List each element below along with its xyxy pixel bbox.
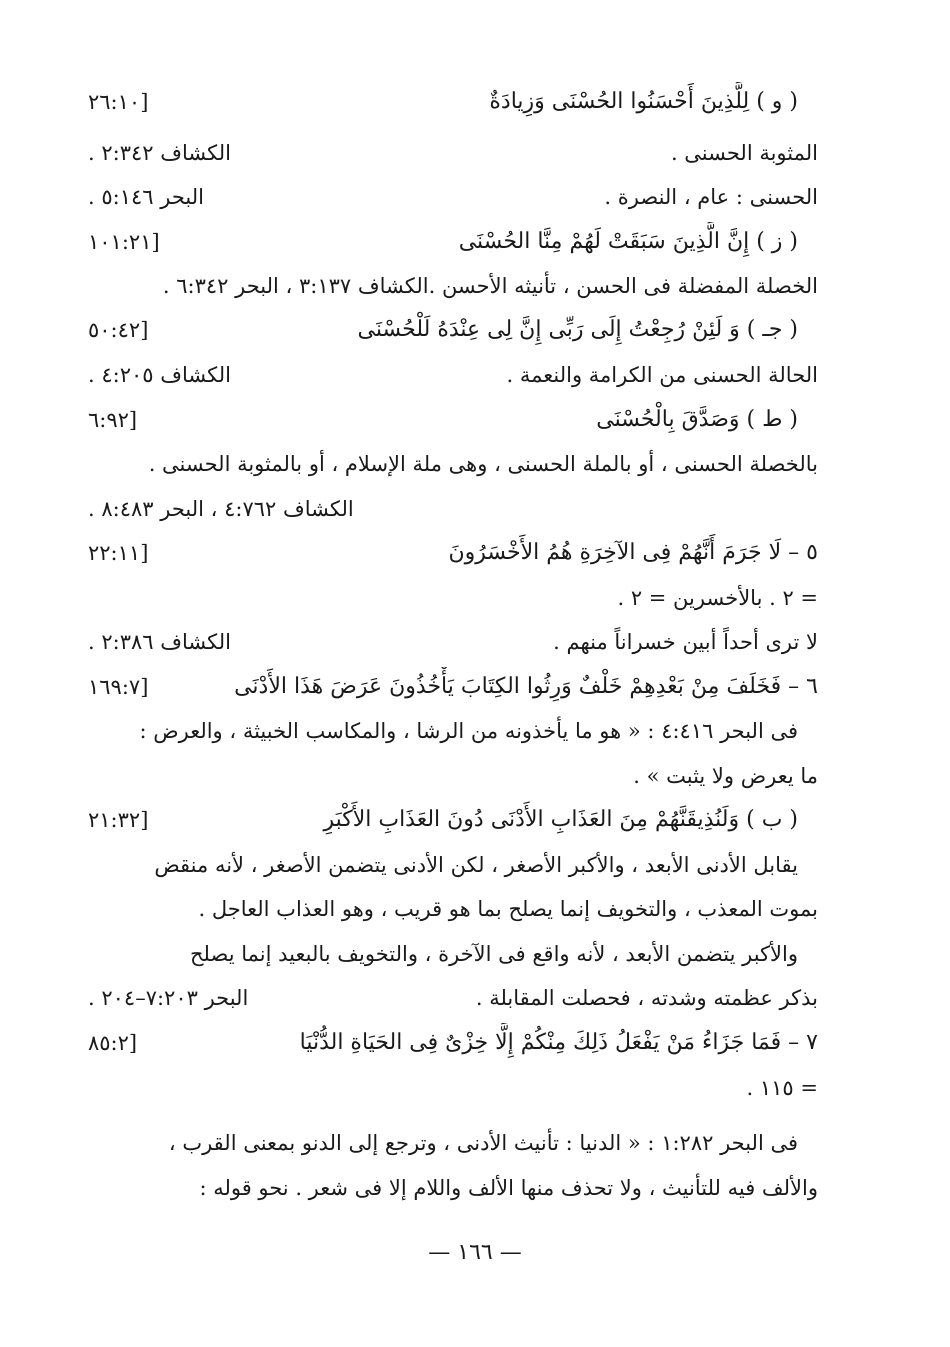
- line-text: فى البحر ١:٢٨٢ : « الدنيا : تأنيث الأدنى ، وترجع إلى الدنو بمعنى القرب ،: [168, 1131, 798, 1155]
- line-text: ( ط ) وَصَدَّقَ بِالْحُسْنَى: [596, 407, 798, 432]
- line-text: ٦ – فَخَلَفَ مِنْ بَعْدِهِمْ خَلْفٌ وَرِثُوا الكِتَابَ يَأْخُذُونَ عَرَضَ هَذَا الأَدْنَى: [234, 674, 818, 699]
- quran-line: [88, 800, 818, 840]
- commentary-line: [88, 845, 818, 885]
- line-text: الخصلة المفضلة فى الحسن ، تأنيثه الأحسن .الكشاف ٣:١٣٧ ، البحر ٦:٣٤٢ .: [162, 274, 818, 298]
- commentary-line: [88, 133, 818, 173]
- verse-reference: [١٠١:٢١: [88, 230, 160, 254]
- source-citation: البحر ٥:١٤٦ .: [88, 185, 204, 209]
- quran-line: [88, 222, 818, 262]
- line-text: يقابل الأدنى الأبعد ، والأكبر الأصغر ، لكن الأدنى يتضمن الأصغر ، لأنه منقض: [154, 853, 798, 877]
- line-text: الحالة الحسنى من الكرامة والنعمة .: [506, 363, 818, 387]
- line-text: ( جـ ) وَ لَئِنْ رُجِعْتُ إِلَى رَبِّى إِنَّ لِى عِنْدَهُ لَلْحُسْنَى: [357, 317, 798, 342]
- line-text: = ١١٥ .: [746, 1076, 818, 1100]
- commentary-line: [88, 1168, 818, 1208]
- page-number: — ١٦٦ —: [428, 1240, 522, 1265]
- commentary-line: [88, 1123, 818, 1163]
- source-citation: الكشاف ٤:٢٠٥ .: [88, 363, 231, 387]
- line-text: الحسنى : عام ، النصرة .: [604, 185, 818, 209]
- commentary-line: [88, 756, 818, 796]
- commentary-line: [88, 177, 818, 217]
- quran-line: [88, 400, 818, 440]
- commentary-line: [88, 578, 818, 618]
- verse-reference: [١٦٩:٧: [88, 675, 149, 699]
- commentary-line: [88, 1068, 818, 1108]
- citation-line: [88, 489, 818, 529]
- source-citation: الكشاف ٢:٣٤٢ .: [88, 141, 231, 165]
- source-citation: الكشاف ٢:٣٨٦ .: [88, 630, 231, 654]
- commentary-line: [88, 266, 818, 306]
- quran-line: [88, 1023, 818, 1063]
- commentary-line: [88, 934, 818, 974]
- line-text: بالخصلة الحسنى ، أو بالملة الحسنى ، وهى ملة الإسلام ، أو بالمثوبة الحسنى .: [148, 452, 818, 476]
- line-text: ٧ – فَمَا جَزَاءُ مَنْ يَفْعَلُ ذَلِكَ مِنْكُمْ إِلَّا خِزْىٌ فِى الحَيَاةِ الدُّنْيَا: [299, 1030, 818, 1055]
- verse-reference: [٥٠:٤٢: [88, 318, 149, 342]
- quran-line: [88, 667, 818, 707]
- line-text: = ٢ . بالأخسرين = ٢ .: [617, 586, 818, 610]
- verse-reference: [٨٥:٢: [88, 1031, 138, 1055]
- verse-reference: [٦:٩٢: [88, 408, 138, 432]
- line-text: والأكبر يتضمن الأبعد ، لأنه واقع فى الآخرة ، والتخويف بالبعيد إنما يصلح: [189, 942, 798, 966]
- commentary-line: [88, 889, 818, 929]
- quran-line: [88, 82, 818, 122]
- verse-reference: [٢٢:١١: [88, 541, 149, 565]
- commentary-line: [88, 444, 818, 484]
- line-text: ٥ – لَا جَرَمَ أَنَّهُمْ فِى الآخِرَةِ هُمُ الأَخْسَرُونَ: [448, 540, 818, 565]
- line-text: ( و ) لِلَّذِينَ أَحْسَنُوا الحُسْنَى وَزِيادَةٌ: [489, 89, 798, 114]
- commentary-line: [88, 711, 818, 751]
- source-citation: البحر ٧:٢٠٣–٢٠٤ .: [88, 986, 249, 1010]
- line-text: بذكر عظمته وشدته ، فحصلت المقابلة .: [475, 986, 818, 1010]
- line-text: لا ترى أحداً أبين خسراناً منهم .: [553, 630, 818, 654]
- commentary-line: [88, 355, 818, 395]
- line-text: ما يعرض ولا يثبت » .: [633, 764, 818, 788]
- commentary-line: [88, 978, 818, 1018]
- line-text: فى البحر ٤:٤١٦ : « هو ما يأخذونه من الرشا ، والمكاسب الخبيثة ، والعرض :: [139, 719, 798, 743]
- verse-reference: [٢١:٣٢: [88, 808, 149, 832]
- source-citation: الكشاف ٤:٧٦٢ ، البحر ٨:٤٨٣ .: [88, 497, 354, 521]
- line-text: بموت المعذب ، والتخويف إنما يصلح بما هو قريب ، وهو العذاب العاجل .: [198, 897, 818, 921]
- quran-line: [88, 533, 818, 573]
- line-text: ( ز ) إِنَّ الَّذِينَ سَبَقَتْ لَهُمْ مِنَّا الحُسْنَى: [458, 229, 798, 254]
- commentary-line: [88, 622, 818, 662]
- line-text: ( ب ) وَلَنُذِيقَنَّهُمْ مِنَ العَذَابِ الأَدْنَى دُونَ العَذَابِ الأَكْبَرِ: [323, 807, 798, 832]
- quran-line: [88, 310, 818, 350]
- line-text: المثوبة الحسنى .: [670, 141, 818, 165]
- verse-reference: [٢٦:١٠: [88, 90, 149, 114]
- line-text: والألف فيه للتأنيث ، ولا تحذف منها الألف واللام إلا فى شعر . نحو قوله :: [199, 1176, 818, 1200]
